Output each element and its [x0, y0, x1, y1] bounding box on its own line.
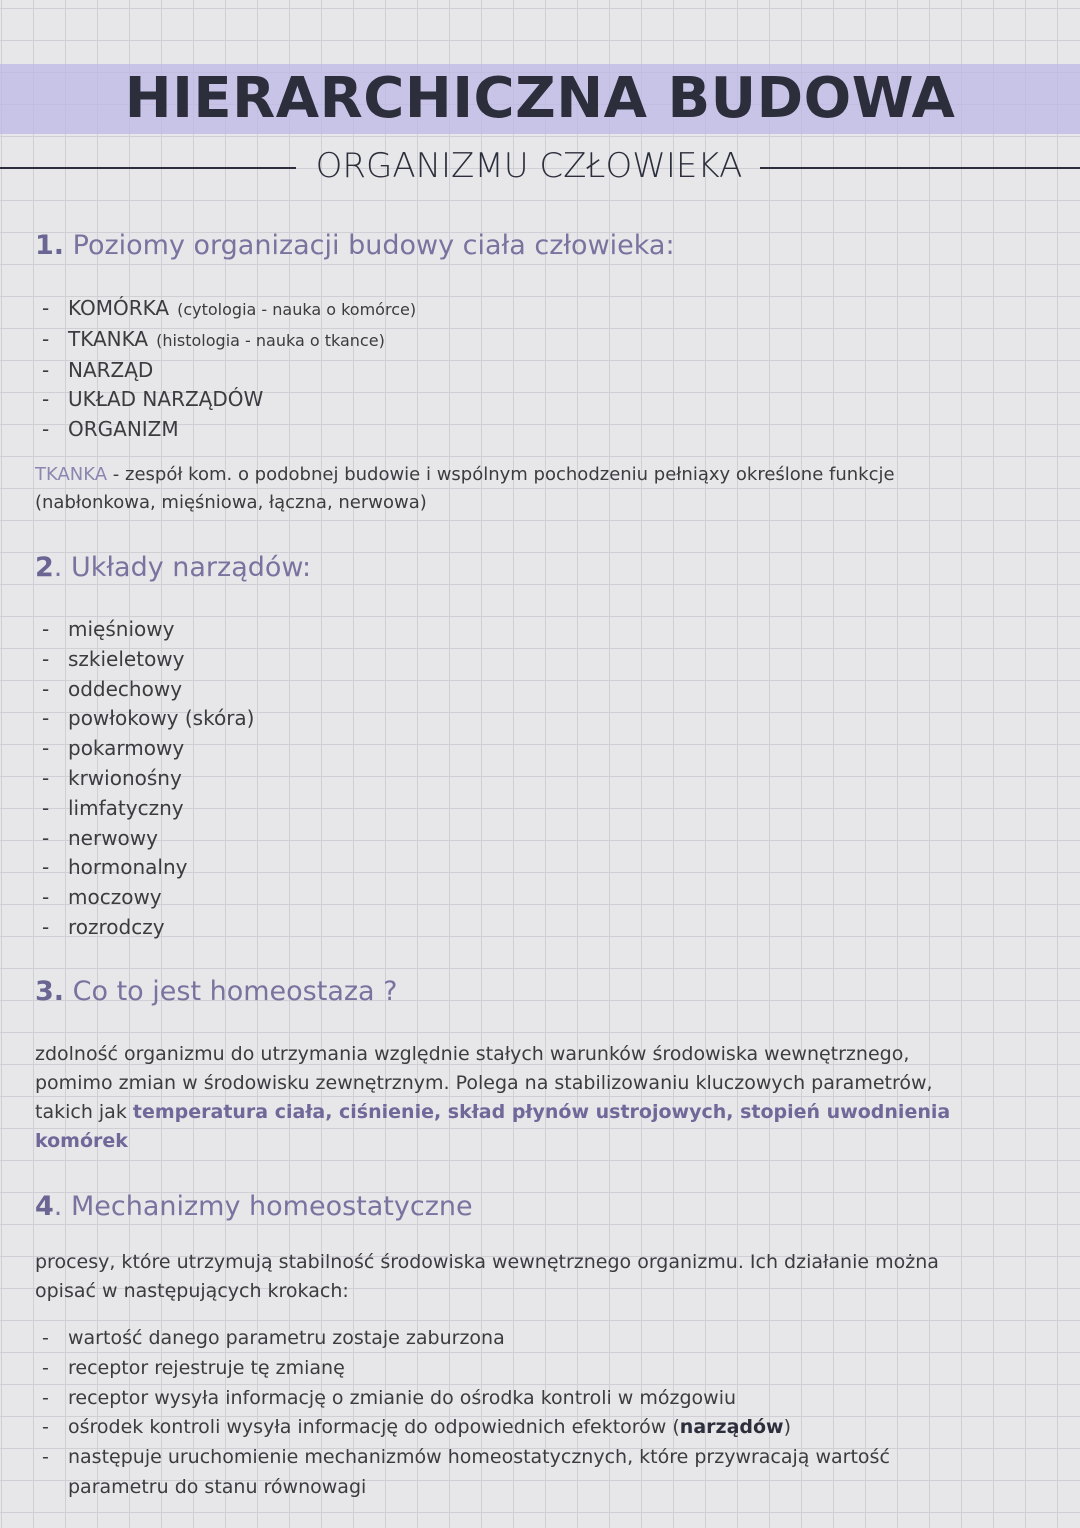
list-item: - hormonalny [38, 853, 254, 883]
list-item: - nerwowy [38, 824, 254, 854]
section-number: 1. [35, 230, 65, 261]
organ-systems-list [38, 615, 254, 943]
list-item: - TKANKA (histologia - nauka o tkance) [38, 325, 416, 356]
list-item: - ośrodek kontroli wysyła informację do odpowiednich efektorów (narządów) [38, 1413, 938, 1443]
list-item: - szkieletowy [38, 645, 254, 675]
section-number: 4 [35, 1191, 54, 1222]
section-number: 2 [35, 552, 54, 583]
list-item: - ORGANIZM [38, 415, 416, 445]
list-item: - receptor rejestruje tę zmianę [38, 1354, 938, 1384]
list-item: - wartość danego parametru zostaje zaburzona [38, 1324, 938, 1354]
list-item: - receptor wysyła informację o zmianie do ośrodka kontroli w mózgowiu [38, 1384, 938, 1414]
section-1-heading [35, 230, 675, 261]
list-item: - krwionośny [38, 764, 254, 794]
list-item: - moczowy [38, 883, 254, 913]
homeostasis-definition: zdolność organizmu do utrzymania względnie stałych warunków środowiska wewnętrznego, pomimo zmian w środowisku zewnętrznym. Polega na stabilizowaniu kluczowych parametrów, takich jak temperatura ciała, ciśnienie, skład płynów ustrojowych, stopień uwodnienia komórek [35, 1043, 951, 1152]
list-item: - następuje uruchomienie mechanizmów homeostatycznych, które przywracają wartość parametru do stanu równowagi [38, 1443, 938, 1503]
section-4-heading [35, 1191, 473, 1222]
section-2-heading [35, 552, 311, 583]
section-number: 3. [35, 976, 65, 1007]
section-title: Poziomy organizacji budowy ciała człowieka: [64, 230, 675, 261]
list-item: - NARZĄD [38, 356, 416, 386]
list-item: - mięśniowy [38, 615, 254, 645]
subtitle-row [0, 146, 1080, 190]
section-3-heading [35, 976, 398, 1007]
list-item: - KOMÓRKA (cytologia - nauka o komórce) [38, 294, 416, 325]
list-item: - powłokowy (skóra) [38, 704, 254, 734]
section-title: . Mechanizmy homeostatyczne [53, 1191, 473, 1222]
list-item: - rozrodczy [38, 913, 254, 943]
section-title: Co to jest homeostaza ? [64, 976, 398, 1007]
section-title: . Układy narządów: [53, 552, 312, 583]
mechanisms-intro: procesy, które utrzymują stabilność środowiska wewnętrznego organizmu. Ich działanie można opisać w następujących krokach: [35, 1251, 939, 1302]
page-title: HIERARCHICZNA BUDOWA [124, 66, 956, 131]
mechanism-steps-list [38, 1324, 938, 1503]
levels-list [38, 294, 416, 445]
list-item: - pokarmowy [38, 734, 254, 764]
page-subtitle: ORGANIZMU CZŁOWIEKA [315, 146, 743, 186]
list-item: - UKŁAD NARZĄDÓW [38, 385, 416, 415]
list-item: - limfatyczny [38, 794, 254, 824]
tissue-definition: TKANKA - zespół kom. o podobnej budowie i wspólnym pochodzeniu pełniąxy określone funkcje (nabłonkowa, mięśniowa, łączna, nerwowa) [35, 464, 895, 513]
list-item: - oddechowy [38, 675, 254, 705]
